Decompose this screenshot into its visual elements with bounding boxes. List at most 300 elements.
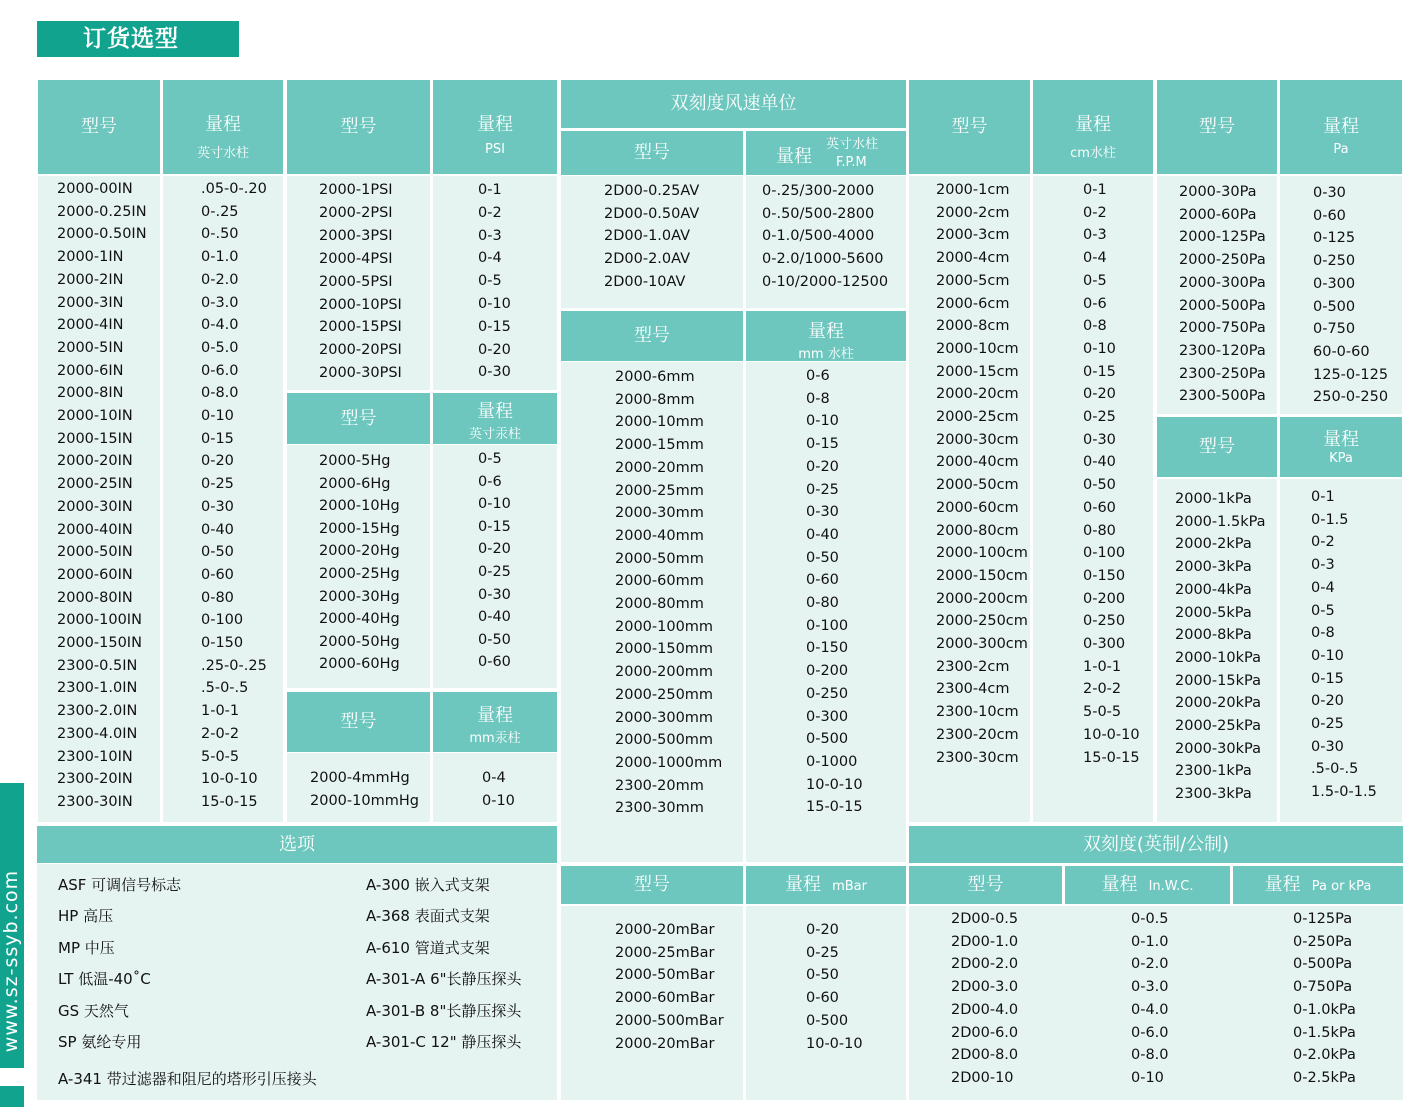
t1-range-cell: 10-0-10 bbox=[201, 771, 258, 788]
t9-range-cell: 0-5 bbox=[1311, 602, 1335, 619]
t11-range2-cell: 0-125Pa bbox=[1293, 911, 1353, 927]
t6-range-cell: 0-150 bbox=[806, 640, 849, 657]
t1-model-cell: 2000-6IN bbox=[57, 362, 124, 379]
t3-header-model bbox=[287, 393, 430, 444]
option-item: SP 氨纶专用 bbox=[58, 1033, 142, 1051]
t2-model-cell: 2000-1PSI bbox=[319, 182, 393, 198]
t7-range-cell: 0-25 bbox=[1083, 409, 1116, 425]
t1-range-cell: 0-30 bbox=[201, 498, 234, 515]
t7-range-cell: 0-200 bbox=[1083, 590, 1126, 607]
t11-model-cell: 2D00-3.0 bbox=[951, 979, 1019, 996]
t7-model-cell: 2000-100cm bbox=[936, 545, 1028, 562]
t8-range-cell: 250-0-250 bbox=[1313, 389, 1389, 406]
t7-model-cell: 2000-30cm bbox=[936, 431, 1019, 448]
t8-model-cell: 2000-30Pa bbox=[1179, 184, 1257, 200]
t11-range1-cell: 0-8.0 bbox=[1131, 1047, 1169, 1064]
t8-model-cell: 2000-125Pa bbox=[1179, 229, 1266, 246]
t3-range-cell: 0-30 bbox=[478, 586, 511, 603]
t11-range1-label: 量程 bbox=[1101, 874, 1138, 895]
t6-range-cell: 10-0-10 bbox=[806, 776, 863, 793]
t2-model-cell: 2000-15PSI bbox=[319, 319, 402, 336]
t9-range-cell: 0-30 bbox=[1311, 738, 1344, 755]
t10-model-cell: 2000-60mBar bbox=[615, 990, 715, 1007]
t3-range-cell: 0-20 bbox=[478, 541, 511, 558]
t11-range2-cell: 0-500Pa bbox=[1293, 956, 1353, 973]
t8-range-cell: 125-0-125 bbox=[1313, 366, 1389, 383]
t11-range2-cell: 0-1.0kPa bbox=[1293, 1001, 1356, 1018]
t6-model-cell: 2000-40mm bbox=[615, 527, 704, 544]
t7-range-cell: 1-0-1 bbox=[1083, 658, 1122, 675]
t7-model-cell: 2000-4cm bbox=[936, 250, 1010, 267]
t7-range-cell: 0-3 bbox=[1083, 227, 1107, 244]
t8-model-cell: 2300-500Pa bbox=[1179, 388, 1266, 405]
t6-model-cell: 2000-15mm bbox=[615, 437, 704, 454]
t11-range2-cell: 0-2.5kPa bbox=[1293, 1069, 1356, 1086]
t5-unit2-label: F.P.M bbox=[836, 155, 867, 170]
t3-range-cell: 0-60 bbox=[478, 654, 511, 671]
t3-model-cell: 2000-40Hg bbox=[319, 611, 400, 628]
t9-range-cell: 0-4 bbox=[1311, 579, 1335, 596]
t2-model-cell: 2000-4PSI bbox=[319, 250, 393, 267]
t6-model-cell: 2000-25mm bbox=[615, 482, 704, 499]
t1-range-cell: 0-25 bbox=[201, 476, 234, 493]
t3-model-cell: 2000-25Hg bbox=[319, 566, 400, 582]
t8-range-cell: 0-30 bbox=[1313, 185, 1346, 201]
t2-range-cell: 0-15 bbox=[478, 318, 511, 335]
t1-range-cell: 0-50 bbox=[201, 544, 234, 561]
t7-model-cell: 2300-20cm bbox=[936, 726, 1019, 743]
t7-model-cell: 2000-10cm bbox=[936, 340, 1019, 357]
t6-range-cell: 0-40 bbox=[806, 526, 839, 543]
t1-range-cell: 0-2.0 bbox=[201, 271, 239, 288]
t9-header-range bbox=[1280, 417, 1402, 477]
t10-model-cell: 2000-500mBar bbox=[615, 1012, 724, 1029]
t6-range-cell: 0-1000 bbox=[806, 753, 858, 770]
t2-range-cell: 0-10 bbox=[478, 296, 511, 312]
t1-model-cell: 2000-5IN bbox=[57, 339, 124, 356]
t7-model-cell: 2000-1cm bbox=[936, 182, 1010, 198]
t3-model-cell: 2000-10Hg bbox=[319, 498, 400, 515]
t1-model-cell: 2000-20IN bbox=[57, 453, 133, 470]
t1-range-cell: 0-20 bbox=[201, 453, 234, 470]
t9-header-model bbox=[1157, 417, 1277, 477]
t1-range-cell: 0-1.0 bbox=[201, 249, 239, 266]
t7-range-cell: 0-30 bbox=[1083, 431, 1116, 448]
t3-model-label: 型号 bbox=[340, 408, 377, 429]
t6-model-cell: 2000-8mm bbox=[615, 391, 695, 408]
t6-model-cell: 2000-500mm bbox=[615, 732, 714, 749]
t1-range-cell: 0-3.0 bbox=[201, 294, 239, 311]
t7-divider bbox=[1030, 176, 1033, 822]
t3-range-cell: 0-15 bbox=[478, 518, 511, 535]
t1-model-cell: 2000-4IN bbox=[57, 317, 124, 334]
t7-model-cell: 2000-8cm bbox=[936, 318, 1010, 335]
t3-header-range bbox=[433, 393, 557, 444]
t1-range-cell: 0-40 bbox=[201, 521, 234, 538]
t11-unit2-label: Pa or kPa bbox=[1311, 879, 1372, 894]
t10-model-cell: 2000-20mBar bbox=[615, 1035, 715, 1052]
t2-model-cell: 2000-10PSI bbox=[319, 296, 402, 313]
t2-range-cell: 0-1 bbox=[478, 182, 502, 198]
t1-model-cell: 2300-1.0IN bbox=[57, 680, 138, 697]
t7-range-cell: 0-300 bbox=[1083, 636, 1126, 652]
t9-range-cell: 0-1.5 bbox=[1311, 511, 1349, 528]
t6-model-cell: 2300-30mm bbox=[615, 800, 704, 817]
t11-header-range1 bbox=[1065, 866, 1230, 904]
t7-model-cell: 2000-20cm bbox=[936, 386, 1019, 403]
option-item: MP 中压 bbox=[58, 938, 115, 957]
t11-title-label: 双刻度(英制/公制) bbox=[1082, 834, 1230, 855]
t9-range-label: 量程 bbox=[1323, 429, 1359, 450]
t8-divider bbox=[1277, 176, 1280, 414]
t3-range-cell: 0-40 bbox=[478, 609, 511, 626]
t10-header-model bbox=[561, 866, 743, 904]
t1-model-cell: 2000-25IN bbox=[57, 476, 133, 493]
t5-model-cell: 2D00-10AV bbox=[604, 273, 686, 290]
t7-range-cell: 10-0-10 bbox=[1083, 726, 1140, 743]
t2-model-cell: 2000-3PSI bbox=[319, 227, 393, 244]
t7-model-cell: 2000-150cm bbox=[936, 567, 1028, 584]
t5-model-label: 型号 bbox=[634, 142, 670, 163]
t1-model-cell: 2000-2IN bbox=[57, 271, 124, 288]
t4-divider bbox=[430, 753, 433, 822]
t1-model-cell: 2000-10IN bbox=[57, 408, 133, 424]
t1-model-cell: 2000-30IN bbox=[57, 498, 133, 515]
t1-divider bbox=[160, 176, 163, 822]
t1-model-cell: 2300-2.0IN bbox=[57, 703, 138, 720]
t5-range-cell: 0-2.0/1000-5600 bbox=[762, 251, 884, 268]
t7-range-cell: 0-4 bbox=[1083, 250, 1107, 267]
t8-range-cell: 0-300 bbox=[1313, 275, 1356, 292]
t9-model-cell: 2000-30kPa bbox=[1175, 740, 1261, 757]
t7-range-cell: 0-8 bbox=[1083, 318, 1107, 335]
t11-model-cell: 2D00-10 bbox=[951, 1069, 1014, 1086]
t6-range-cell: 0-6 bbox=[806, 368, 830, 384]
t1-model-cell: 2000-80IN bbox=[57, 589, 133, 606]
t4-unit-label: mm汞柱 bbox=[469, 731, 521, 746]
t6-model-cell: 2000-6mm bbox=[615, 369, 695, 385]
t9-model-cell: 2000-2kPa bbox=[1175, 536, 1252, 553]
t5-model-cell: 2D00-0.25AV bbox=[604, 183, 700, 199]
t5-model-cell: 2D00-2.0AV bbox=[604, 251, 691, 268]
t9-range-cell: 0-8 bbox=[1311, 625, 1335, 642]
t9-model-cell: 2000-10kPa bbox=[1175, 649, 1261, 666]
t6-range-cell: 0-25 bbox=[806, 481, 839, 498]
t3-model-cell: 2000-6Hg bbox=[319, 475, 391, 492]
t8-unit-label: Pa bbox=[1333, 142, 1349, 157]
t10-unit-label: mBar bbox=[832, 879, 867, 894]
option-item: A-301-C 12" 静压探头 bbox=[366, 1033, 522, 1051]
t1-range-cell: 0-.50 bbox=[201, 226, 239, 243]
t4-body bbox=[287, 753, 557, 822]
t7-model-cell: 2000-25cm bbox=[936, 409, 1019, 425]
t2-model-cell: 2000-5PSI bbox=[319, 273, 393, 290]
t11-model-cell: 2D00-2.0 bbox=[951, 956, 1019, 973]
t5-model-cell: 2D00-1.0AV bbox=[604, 228, 691, 245]
t10-model-cell: 2000-20mBar bbox=[615, 922, 715, 938]
t7-model-cell: 2300-10cm bbox=[936, 704, 1019, 721]
t7-model-cell: 2000-40cm bbox=[936, 454, 1019, 471]
t7-range-cell: 0-100 bbox=[1083, 545, 1126, 562]
t11-range1-cell: 0-6.0 bbox=[1131, 1024, 1169, 1041]
t7-unit-label: cm水柱 bbox=[1070, 146, 1116, 161]
t3-divider bbox=[430, 445, 433, 688]
t3-range-cell: 0-6 bbox=[478, 473, 502, 490]
t9-model-cell: 2000-5kPa bbox=[1175, 604, 1252, 621]
t5-range-cell: 0-1.0/500-4000 bbox=[762, 228, 875, 245]
t8-range-cell: 0-500 bbox=[1313, 298, 1356, 315]
t7-model-cell: 2300-4cm bbox=[936, 681, 1010, 698]
t1-range-cell: .5-0-.5 bbox=[201, 680, 249, 697]
t7-model-label: 型号 bbox=[951, 116, 988, 137]
t1-header-model bbox=[38, 80, 160, 174]
t5-header-model bbox=[561, 131, 743, 175]
t7-range-label: 量程 bbox=[1075, 114, 1111, 135]
t7-range-cell: 0-5 bbox=[1083, 272, 1107, 289]
t5-header-range bbox=[746, 131, 906, 175]
t2-range-cell: 0-3 bbox=[478, 227, 502, 244]
t7-range-cell: 0-10 bbox=[1083, 340, 1116, 357]
t5-title bbox=[561, 80, 906, 128]
option-item: GS 天然气 bbox=[58, 1001, 129, 1020]
option-item: LT 低温-40˚C bbox=[58, 970, 151, 989]
option-item: A-301-A 6"长静压探头 bbox=[366, 970, 522, 989]
t2-model-cell: 2000-20PSI bbox=[319, 342, 402, 359]
t11-unit1-label: In.W.C. bbox=[1148, 879, 1194, 894]
t11-range1-cell: 0-1.0 bbox=[1131, 933, 1169, 950]
t10-model-cell: 2000-50mBar bbox=[615, 967, 715, 984]
t3-unit-label: 英寸汞柱 bbox=[468, 427, 521, 442]
options-header bbox=[37, 826, 557, 863]
t3-model-cell: 2000-50Hg bbox=[319, 633, 400, 650]
t1-model-cell: 2300-10IN bbox=[57, 748, 133, 765]
t11-model-cell: 2D00-0.5 bbox=[951, 911, 1019, 927]
t8-header-range bbox=[1280, 80, 1402, 174]
t1-model-cell: 2000-100IN bbox=[57, 612, 142, 629]
t10-range-cell: 10-0-10 bbox=[806, 1035, 863, 1052]
t6-model-cell: 2000-20mm bbox=[615, 459, 704, 476]
t6-model-cell: 2000-100mm bbox=[615, 618, 714, 635]
t6-model-cell: 2000-80mm bbox=[615, 596, 704, 612]
t9-range-cell: 0-25 bbox=[1311, 716, 1344, 732]
t11-model-cell: 2D00-6.0 bbox=[951, 1024, 1019, 1041]
t7-range-cell: 0-150 bbox=[1083, 567, 1126, 584]
t1-model-cell: 2300-0.5IN bbox=[57, 657, 138, 674]
t6-range-cell: 0-250 bbox=[806, 685, 849, 702]
t1-range-cell: .05-0-.20 bbox=[201, 181, 267, 197]
t11-model-label: 型号 bbox=[967, 874, 1004, 895]
option-item: ASF 可调信号标志 bbox=[58, 876, 182, 894]
t1-range-cell: 0-80 bbox=[201, 589, 234, 606]
t3-range-cell: 0-25 bbox=[478, 564, 511, 580]
t6-range-cell: 0-500 bbox=[806, 731, 849, 748]
t1-model-cell: 2000-0.50IN bbox=[57, 226, 147, 243]
t6-range-cell: 0-15 bbox=[806, 436, 839, 453]
t1-range-cell: 5-0-5 bbox=[201, 748, 240, 765]
t5-range-cell: 0-.50/500-2800 bbox=[762, 205, 875, 222]
t7-range-cell: 0-2 bbox=[1083, 204, 1107, 221]
t7-range-cell: 2-0-2 bbox=[1083, 681, 1122, 698]
t9-divider bbox=[1277, 479, 1280, 822]
t11-range2-cell: 0-250Pa bbox=[1293, 933, 1353, 950]
t2-unit-label: PSI bbox=[485, 142, 505, 157]
t1-range-cell: 0-10 bbox=[201, 408, 234, 424]
t10-model-cell: 2000-25mBar bbox=[615, 944, 715, 961]
t1-range-cell: 0-150 bbox=[201, 635, 244, 651]
t6-range-cell: 0-200 bbox=[806, 663, 849, 680]
t2-model-label: 型号 bbox=[340, 116, 377, 137]
t2-range-cell: 0-5 bbox=[478, 273, 502, 290]
t2-header-range bbox=[433, 80, 557, 174]
t2-range-cell: 0-4 bbox=[478, 250, 502, 267]
t7-model-cell: 2000-2cm bbox=[936, 204, 1010, 221]
option-item: A-368 表面式支架 bbox=[366, 907, 490, 926]
t11-header-model bbox=[909, 866, 1062, 904]
t9-model-cell: 2300-1kPa bbox=[1175, 763, 1252, 780]
t1-range-cell: 0-4.0 bbox=[201, 317, 239, 334]
t6-model-cell: 2000-150mm bbox=[615, 641, 714, 658]
t1-model-cell: 2000-0.25IN bbox=[57, 203, 147, 220]
t11-range1-cell: 0-0.5 bbox=[1131, 911, 1169, 927]
t7-range-cell: 0-60 bbox=[1083, 499, 1116, 516]
t1-model-cell: 2000-3IN bbox=[57, 294, 124, 311]
t6-model-label: 型号 bbox=[634, 325, 670, 346]
t8-range-cell: 60-0-60 bbox=[1313, 343, 1370, 360]
t7-model-cell: 2000-60cm bbox=[936, 499, 1019, 516]
t8-model-label: 型号 bbox=[1199, 116, 1235, 137]
t1-range-cell: 2-0-2 bbox=[201, 725, 240, 742]
t10-range-cell: 0-500 bbox=[806, 1012, 849, 1029]
t4-range-cell: 0-4 bbox=[482, 770, 506, 786]
t6-header-model bbox=[561, 311, 743, 361]
t1-model-label: 型号 bbox=[81, 116, 117, 137]
t10-divider bbox=[743, 906, 746, 1100]
t8-model-cell: 2300-250Pa bbox=[1179, 365, 1266, 382]
t5-divider bbox=[743, 176, 746, 308]
t3-model-cell: 2000-20Hg bbox=[319, 543, 400, 560]
t9-range-cell: 0-2 bbox=[1311, 534, 1335, 551]
t7-model-cell: 2000-5cm bbox=[936, 272, 1010, 289]
t5-unit1-label: 英寸水柱 bbox=[826, 137, 879, 152]
t1-range-cell: 15-0-15 bbox=[201, 793, 258, 810]
option-item: A-610 管道式支架 bbox=[366, 938, 490, 957]
t11-model-cell: 2D00-8.0 bbox=[951, 1047, 1019, 1064]
t6-model-cell: 2000-50mm bbox=[615, 550, 704, 567]
t5-title-label: 双刻度风速单位 bbox=[670, 93, 797, 114]
t9-range-cell: .5-0-.5 bbox=[1311, 761, 1359, 778]
t1-range-cell: 0-.25 bbox=[201, 203, 239, 220]
t11-range1-cell: 0-3.0 bbox=[1131, 979, 1169, 996]
t1-range-cell: 0-8.0 bbox=[201, 385, 239, 402]
t6-header-range bbox=[746, 311, 906, 361]
t6-range-cell: 15-0-15 bbox=[806, 799, 863, 816]
page-title: 订货选型 bbox=[37, 21, 239, 57]
t6-unit-label: mm 水柱 bbox=[798, 347, 854, 362]
t1-range-cell: 0-6.0 bbox=[201, 362, 239, 379]
t1-model-cell: 2000-60IN bbox=[57, 566, 133, 583]
t7-model-cell: 2000-80cm bbox=[936, 522, 1019, 539]
t1-range-cell: 0-60 bbox=[201, 566, 234, 583]
t4-model-cell: 2000-4mmHg bbox=[310, 770, 410, 786]
option-a341: A-341 带过滤器和阻尼的塔形引压接头 bbox=[58, 1070, 317, 1088]
t6-model-cell: 2000-60mm bbox=[615, 573, 704, 590]
t11-range2-cell: 0-2.0kPa bbox=[1293, 1047, 1356, 1064]
t7-range-cell: 0-50 bbox=[1083, 477, 1116, 494]
t3-model-cell: 2000-30Hg bbox=[319, 588, 400, 605]
t4-model-cell: 2000-10mmHg bbox=[310, 792, 419, 809]
option-item: A-300 嵌入式支架 bbox=[366, 876, 490, 894]
t11-range2-label: 量程 bbox=[1264, 874, 1301, 895]
t4-range-label: 量程 bbox=[477, 705, 513, 726]
t11-range1-cell: 0-10 bbox=[1131, 1069, 1164, 1086]
t1-unit-label: 英寸水柱 bbox=[196, 146, 249, 161]
t11-model-cell: 2D00-1.0 bbox=[951, 933, 1019, 950]
t7-model-cell: 2300-30cm bbox=[936, 749, 1019, 766]
t10-range-cell: 0-25 bbox=[806, 944, 839, 961]
t10-body bbox=[561, 906, 906, 1100]
t11-range2-cell: 0-1.5kPa bbox=[1293, 1024, 1356, 1041]
t9-range-cell: 0-10 bbox=[1311, 647, 1344, 664]
t11-range2-cell: 0-750Pa bbox=[1293, 979, 1353, 996]
t7-model-cell: 2000-6cm bbox=[936, 295, 1010, 312]
t9-model-cell: 2300-3kPa bbox=[1175, 786, 1252, 803]
t5-model-cell: 2D00-0.50AV bbox=[604, 205, 700, 222]
t7-header-range bbox=[1033, 80, 1153, 174]
t8-model-cell: 2000-750Pa bbox=[1179, 320, 1266, 337]
t7-model-cell: 2300-2cm bbox=[936, 658, 1010, 675]
t11-model-cell: 2D00-4.0 bbox=[951, 1001, 1019, 1018]
t1-model-cell: 2000-8IN bbox=[57, 385, 124, 402]
t8-model-cell: 2000-60Pa bbox=[1179, 206, 1257, 223]
t7-range-cell: 0-40 bbox=[1083, 454, 1116, 471]
t6-model-cell: 2300-20mm bbox=[615, 777, 704, 794]
t7-range-cell: 0-1 bbox=[1083, 182, 1107, 198]
t6-model-cell: 2000-300mm bbox=[615, 709, 714, 726]
t7-range-cell: 0-20 bbox=[1083, 386, 1116, 403]
t2-range-cell: 0-20 bbox=[478, 341, 511, 358]
t2-divider bbox=[430, 176, 433, 390]
t1-range-label: 量程 bbox=[205, 114, 241, 135]
t6-divider bbox=[743, 362, 746, 862]
t1-range-cell: 1-0-1 bbox=[201, 703, 240, 720]
t9-range-cell: 0-20 bbox=[1311, 693, 1344, 710]
t9-unit-label: KPa bbox=[1329, 451, 1353, 466]
t10-range-label: 量程 bbox=[785, 874, 821, 895]
website-text: www.sz-ssyb.com bbox=[0, 869, 22, 1053]
t3-range-label: 量程 bbox=[477, 401, 513, 422]
t6-model-cell: 2000-30mm bbox=[615, 505, 704, 522]
t6-range-cell: 0-30 bbox=[806, 504, 839, 521]
t3-model-cell: 2000-15Hg bbox=[319, 520, 400, 537]
t3-range-cell: 0-5 bbox=[478, 451, 502, 467]
t1-model-cell: 2000-15IN bbox=[57, 430, 133, 447]
t7-model-cell: 2000-15cm bbox=[936, 363, 1019, 380]
t7-model-cell: 2000-50cm bbox=[936, 477, 1019, 494]
t4-header-model bbox=[287, 692, 430, 752]
t6-range-cell: 0-10 bbox=[806, 413, 839, 430]
t4-model-label: 型号 bbox=[340, 711, 377, 732]
t11-range1-cell: 0-2.0 bbox=[1131, 956, 1169, 973]
t11-range1-cell: 0-4.0 bbox=[1131, 1001, 1169, 1018]
t5-range-label: 量程 bbox=[776, 146, 812, 167]
t9-range-cell: 0-15 bbox=[1311, 670, 1344, 687]
t9-model-cell: 2000-8kPa bbox=[1175, 627, 1252, 644]
t7-model-cell: 2000-3cm bbox=[936, 227, 1010, 244]
t6-model-cell: 2000-200mm bbox=[615, 664, 714, 681]
option-item: A-301-B 8"长静压探头 bbox=[366, 1001, 522, 1020]
t1-header-range bbox=[163, 80, 283, 174]
t1-model-cell: 2000-1IN bbox=[57, 249, 124, 266]
